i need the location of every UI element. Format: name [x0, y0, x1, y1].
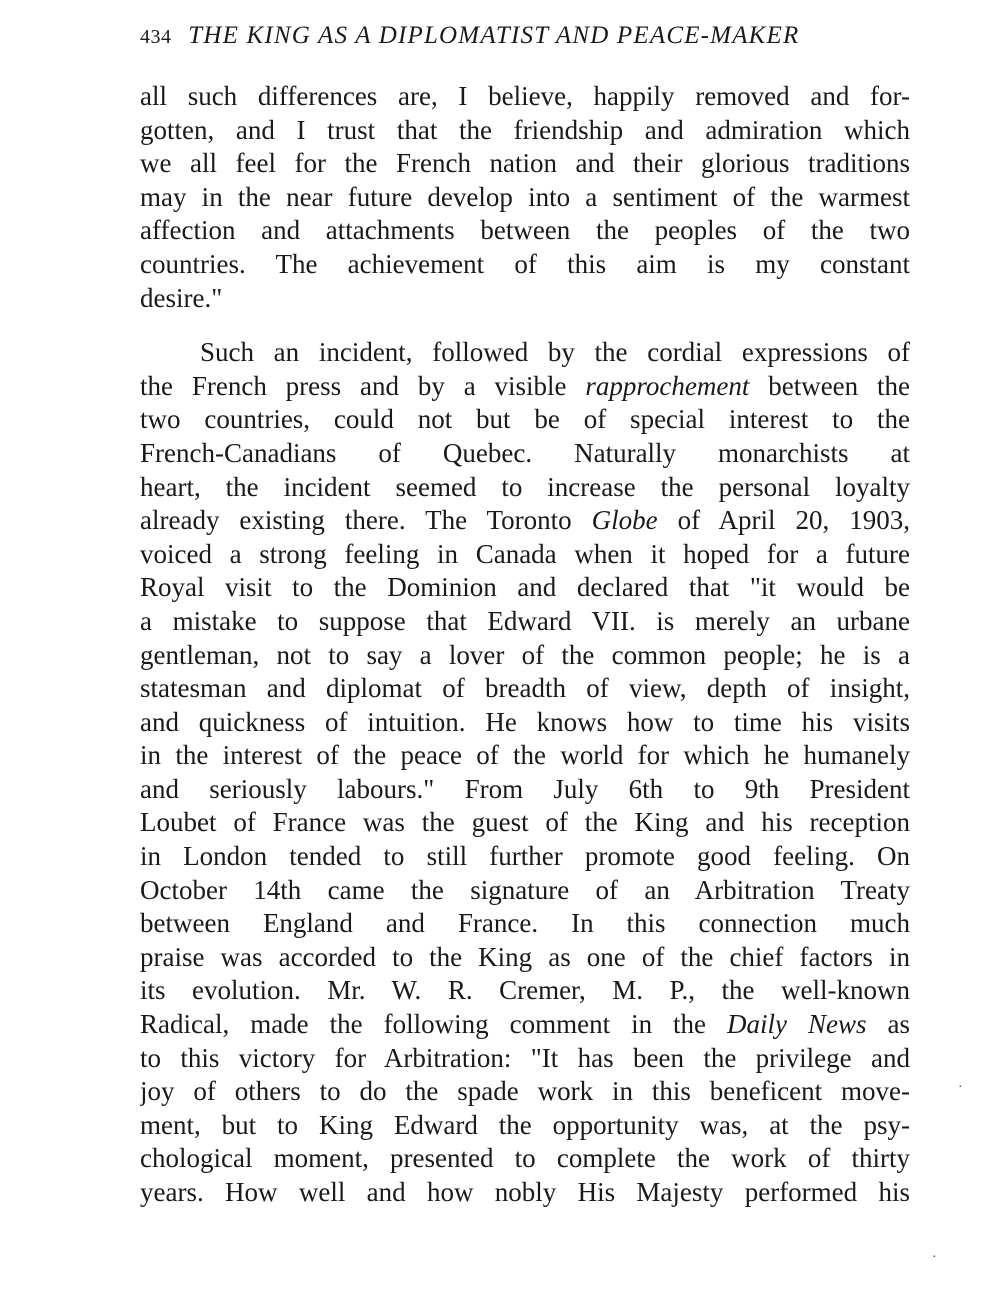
paragraph-gap: [140, 315, 910, 336]
text-line: praise was accorded to the King as one of the chief factors in: [140, 941, 910, 972]
text-line: between England and France. In this connection much: [140, 908, 910, 939]
text-line: Such an incident, followed by the cordial expressions of: [200, 337, 910, 368]
text-line: Royal visit to the Dominion and declared that "it would be: [140, 572, 910, 603]
text-line: heart, the incident seemed to increase the personal loyalty: [140, 471, 910, 502]
italic-term: Globe: [591, 505, 658, 536]
text-line: joy of others to do the spade work in this beneficent move-: [140, 1076, 910, 1107]
text-line: Radical, made the following comment in the Daily News as: [140, 1009, 910, 1040]
text-line: may in the near future develop into a sentiment of the warmest: [140, 181, 910, 212]
text-line: in London tended to still further promote good feeling. On: [140, 841, 910, 872]
page-header: [140, 22, 910, 50]
text-line: voiced a strong feeling in Canada when it hoped for a future: [140, 538, 910, 569]
page-number: 434: [140, 26, 172, 48]
text-line: two countries, could not but be of special interest to the: [140, 404, 910, 435]
text-line: and seriously labours." From July 6th to 9th President: [140, 773, 910, 804]
running-title: THE KING AS A DIPLOMATIST AND PEACE-MAKER: [188, 22, 800, 49]
text-line: the French press and by a visible rapprochement between the: [140, 370, 910, 401]
text-line: chological moment, presented to complete the work of thirty: [140, 1143, 910, 1174]
speck-mark: ·: [932, 1250, 937, 1265]
text-line: and quickness of intuition. He knows how to time his visits: [140, 706, 910, 737]
text-line: a mistake to suppose that Edward VII. is merely an urbane: [140, 605, 910, 636]
text-line: gotten, and I trust that the friendship and admiration which: [140, 114, 910, 145]
speck-mark: ·: [958, 1080, 963, 1095]
text-line: gentleman, not to say a lover of the common people; he is a: [140, 639, 910, 670]
text-line: desire.": [140, 282, 223, 313]
italic-term: Daily News: [727, 1009, 867, 1040]
text-line: countries. The achievement of this aim is my constant: [140, 248, 910, 279]
paragraph: [140, 80, 910, 315]
text-line: all such differences are, I believe, happily removed and for-: [140, 81, 910, 111]
text-line: statesman and diplomat of breadth of view, depth of insight,: [140, 673, 910, 704]
body-text: [140, 80, 910, 1210]
paragraph: [140, 336, 910, 1209]
text-line: ment, but to King Edward the opportunity was, at the psy-: [140, 1109, 910, 1140]
text-line: to this victory for Arbitration: "It has been the privilege and: [140, 1042, 910, 1073]
text-line: already existing there. The Toronto Globe of April 20, 1903,: [140, 505, 910, 536]
text-line: in the interest of the peace of the world for which he humanely: [140, 740, 910, 771]
text-line: October 14th came the signature of an Arbitration Treaty: [140, 874, 910, 905]
text-line: Loubet of France was the guest of the King and his reception: [140, 807, 910, 838]
text-line: years. How well and how nobly His Majesty performed his: [140, 1177, 910, 1207]
italic-term: rapprochement: [585, 370, 750, 401]
text-line: its evolution. Mr. W. R. Cremer, M. P., the well-known: [140, 975, 910, 1006]
text-line: French-Canadians of Quebec. Naturally monarchists at: [140, 437, 910, 468]
text-line: affection and attachments between the peoples of the two: [140, 215, 910, 246]
text-line: we all feel for the French nation and their glorious traditions: [140, 148, 910, 179]
